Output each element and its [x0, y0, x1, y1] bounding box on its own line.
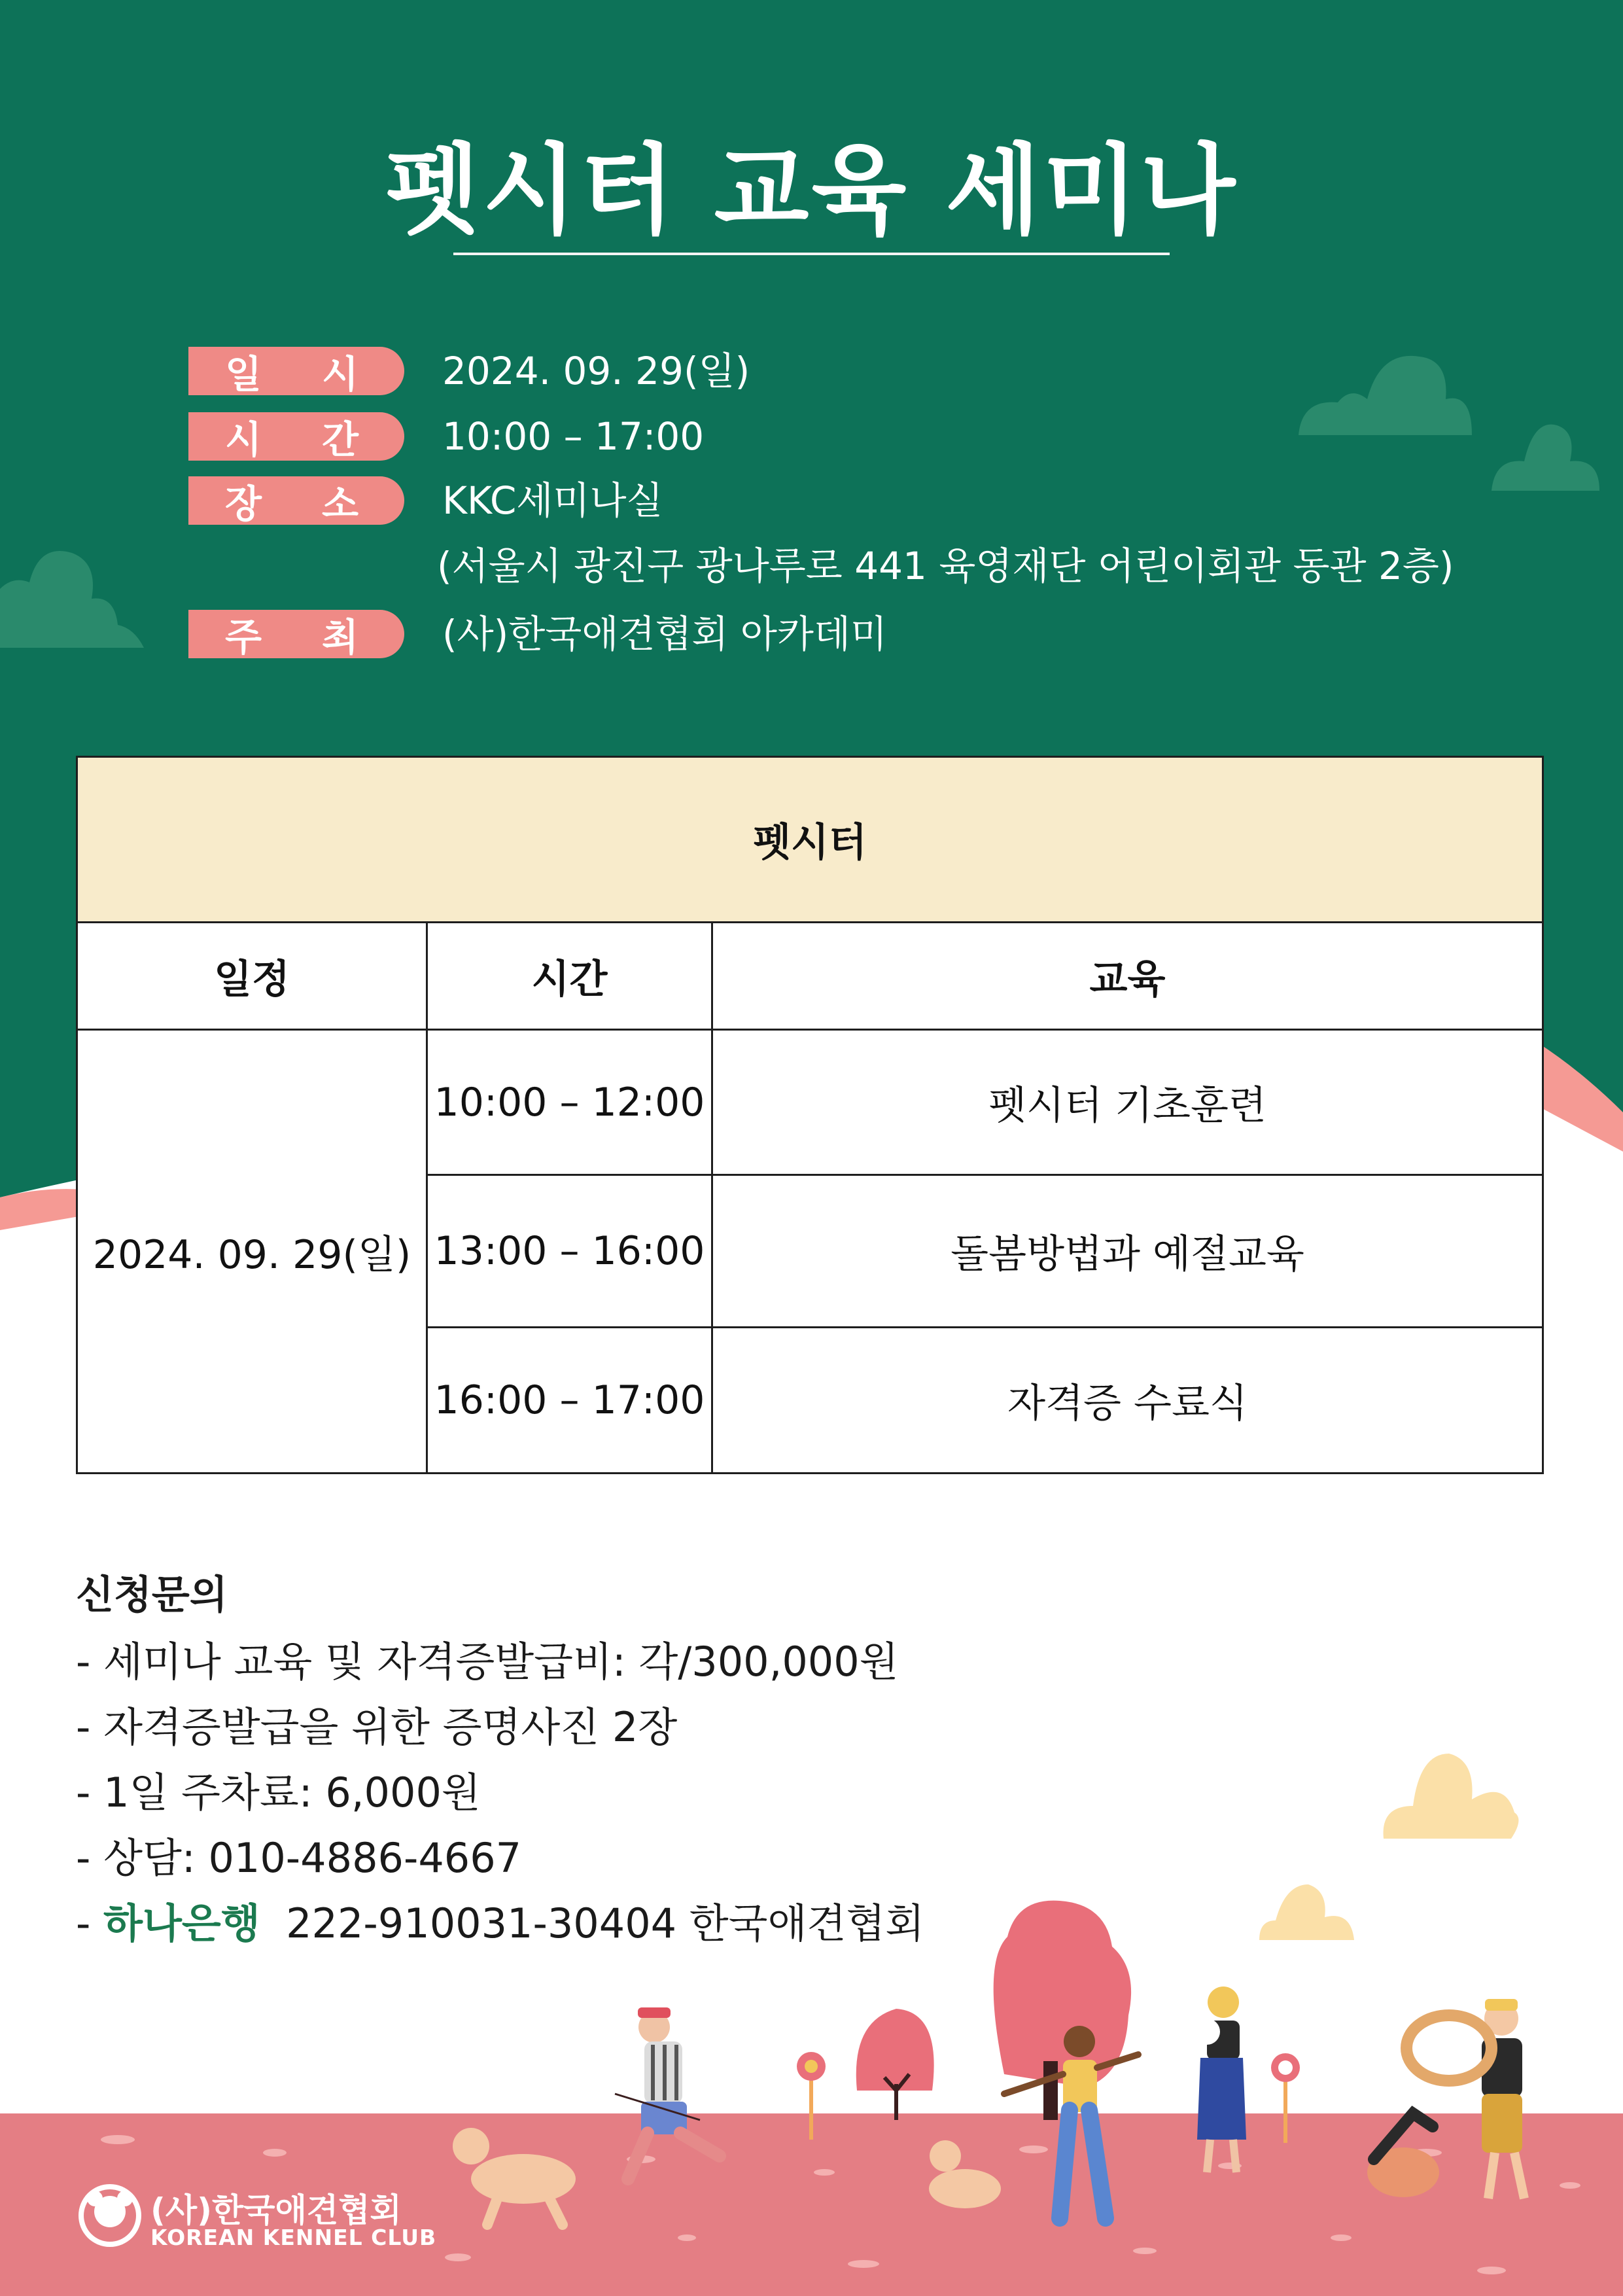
host-label-char-2: 최: [321, 615, 358, 660]
time-label-char-1: 시: [225, 417, 262, 462]
table-caption: 펫시터: [77, 757, 1543, 923]
bank-account: 222-910031-30404 한국애견협회: [286, 1899, 925, 1947]
schedule-date-cell: 2024. 09. 29(일): [77, 1030, 427, 1474]
contact-line-phone: - 상담: 010-4886-4667: [76, 1834, 522, 1882]
header-schedule: 일정: [77, 923, 427, 1030]
title-underline: [453, 253, 1170, 255]
course-cell: 펫시터 기초훈련: [712, 1030, 1543, 1175]
time-label: [188, 412, 404, 461]
table-row: [77, 1030, 1543, 1175]
header-time: 시간: [427, 923, 712, 1030]
time-cell: 10:00 – 12:00: [427, 1030, 712, 1175]
date-label-char-2: 시: [321, 352, 358, 397]
contact-line-fee: - 세미나 교육 및 자격증발급비: 각/300,000원: [76, 1638, 899, 1686]
dog-face-icon: [79, 2184, 141, 2247]
place-label-char-2: 소: [321, 482, 358, 526]
contact-line-photo: - 자격증발급을 위한 증명사진 2장: [76, 1703, 678, 1751]
time-cell: 13:00 – 16:00: [427, 1175, 712, 1328]
place-address: (서울시 광진구 광나루로 441 육영재단 어린이회관 동관 2층): [437, 544, 1454, 588]
place-label-char-1: 장: [225, 482, 262, 526]
date-label-char-1: 일: [225, 352, 262, 397]
header-course: 교육: [712, 923, 1543, 1030]
logo-name-english: KOREAN KENNEL CLUB: [150, 2225, 437, 2250]
bank-name: 하나은행: [103, 1899, 260, 1947]
logo-name-korean: (사)한국애견협회: [150, 2191, 402, 2229]
page-title: 펫시터 교육 세미나: [385, 134, 1238, 248]
contact-title: 신청문의: [76, 1572, 228, 1618]
time-label-char-2: 간: [321, 417, 358, 462]
table-header-row: [77, 923, 1543, 1030]
date-value: 2024. 09. 29(일): [442, 349, 750, 393]
date-label: [188, 347, 404, 395]
host-label-char-1: 주: [225, 615, 262, 660]
host-label: [188, 610, 404, 658]
time-value: 10:00 – 17:00: [442, 414, 705, 459]
table-caption-row: [77, 757, 1543, 923]
course-cell: 자격증 수료식: [712, 1328, 1543, 1474]
host-value: (사)한국애견협회 아카데미: [442, 612, 888, 656]
place-label: [188, 476, 404, 525]
bank-prefix: -: [76, 1899, 104, 1947]
contact-line-parking: - 1일 주차료: 6,000원: [76, 1769, 481, 1816]
place-value: KKC세미나실: [442, 478, 663, 523]
contact-line-bank: [76, 1891, 924, 1949]
schedule-table: [76, 756, 1544, 1474]
time-cell: 16:00 – 17:00: [427, 1328, 712, 1474]
course-cell: 돌봄방법과 예절교육: [712, 1175, 1543, 1328]
